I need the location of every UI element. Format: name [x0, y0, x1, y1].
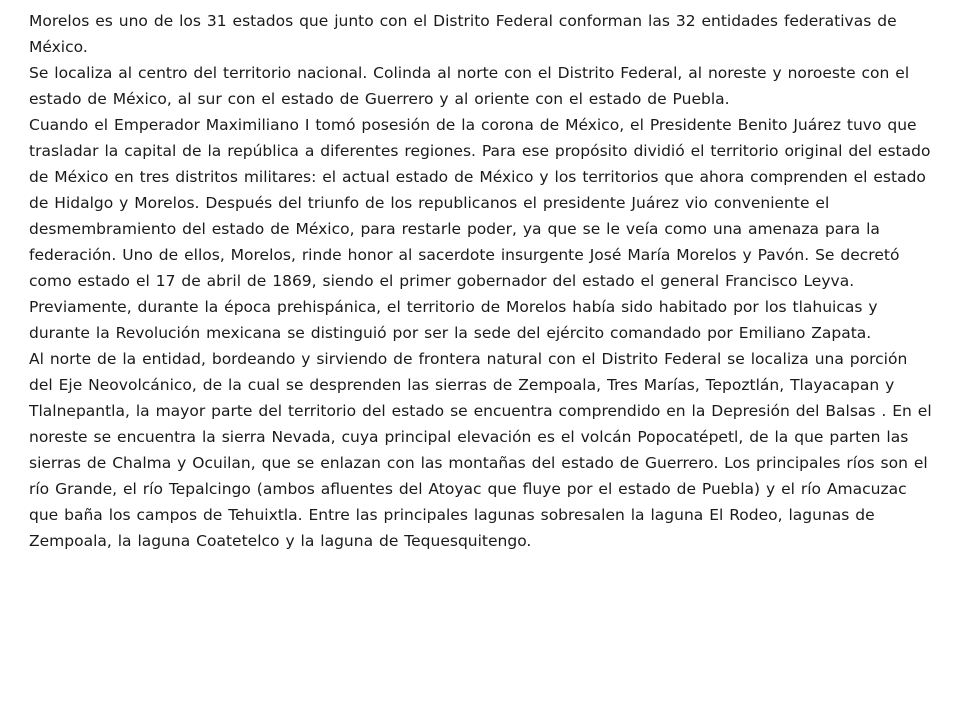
document-body: [29, 8, 934, 554]
paragraph-geography: Al norte de la entidad, bordeando y sirviendo de frontera natural con el Distrito Federal se localiza una porción del Eje Neovolcánico, de la cual se desprenden las sierras de Zempoala, Tres Marías, Tepoztlán, Tlayacapan y Tlalnepantla, la mayor parte del territorio del estado se encuentra comprendido en la Depresión del Balsas . En el noreste se encuentra la sierra Nevada, cuya principal elevación es el volcán Popocatépetl, de la que parten las sierras de Chalma y Ocuilan, que se enlazan con las montañas del estado de Guerrero. Los principales ríos son el río Grande, el río Tepalcingo (ambos afluentes del Atoyac que fluye por el estado de Puebla) y el río Amacuzac que baña los campos de Tehuixtla. Entre las principales lagunas sobresalen la laguna El Rodeo, lagunas de Zempoala, la laguna Coatetelco y la laguna de Tequesquitengo.: [29, 350, 932, 550]
paragraph-prehispanic: Previamente, durante la época prehispánica, el territorio de Morelos había sido habitado por los tlahuicas y durante la Revolución mexicana se distinguió por ser la sede del ejército comandado por Emiliano Zapata.: [29, 298, 878, 342]
paragraph-history: Cuando el Emperador Maximiliano I tomó posesión de la corona de México, el Presidente Benito Juárez tuvo que trasladar la capital de la república a diferentes regiones. Para ese propósito dividió el territorio original del estado de México en tres distritos militares: el actual estado de México y los territorios que ahora comprenden el estado de Hidalgo y Morelos. Después del triunfo de los republicanos el presidente Juárez vio conveniente el desmembramiento del estado de México, para restarle poder, ya que se le veía como una amenaza para la federación. Uno de ellos, Morelos, rinde honor al sacerdote insurgente José María Morelos y Pavón. Se decretó como estado el 17 de abril de 1869, siendo el primer gobernador del estado el general Francisco Leyva.: [29, 116, 931, 290]
paragraph-intro: Morelos es uno de los 31 estados que junto con el Distrito Federal conforman las 32 entidades federativas de México.: [29, 12, 897, 56]
paragraph-location: Se localiza al centro del territorio nacional. Colinda al norte con el Distrito Federal, al noreste y noroeste con el estado de México, al sur con el estado de Guerrero y al oriente con el estado de Puebla.: [29, 64, 910, 108]
